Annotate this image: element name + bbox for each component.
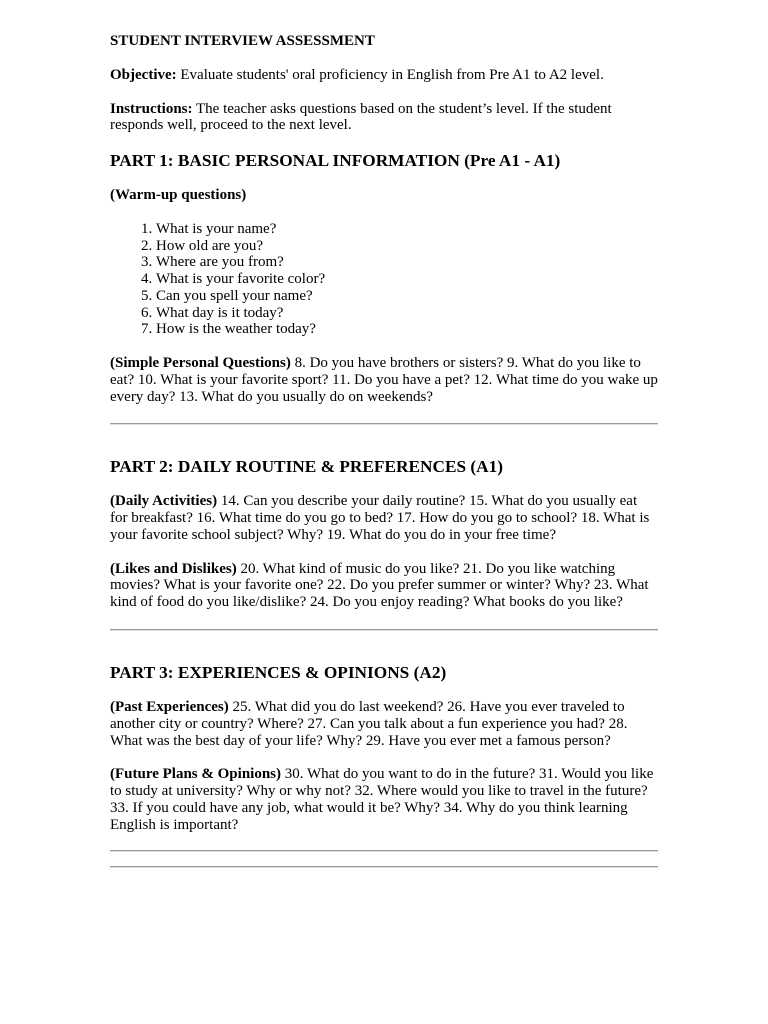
part3-heading: PART 3: EXPERIENCES & OPINIONS (A2)	[110, 663, 447, 683]
future-plans-label: (Future Plans & Opinions)	[110, 766, 281, 783]
instructions-text: The teacher asks questions based on the student’s level. If the student responds well, proceed to the next level.	[110, 100, 612, 134]
part2-heading: PART 2: DAILY ROUTINE & PREFERENCES (A1)	[110, 457, 504, 477]
section-divider	[110, 423, 658, 425]
list-item: 5. Can you spell your name?	[156, 288, 658, 305]
simple-personal-questions	[110, 355, 658, 405]
past-experiences-paragraph	[110, 699, 658, 749]
section-divider	[110, 629, 658, 631]
objective-label: Objective:	[110, 66, 177, 83]
list-item: 7. How is the weather today?	[156, 321, 658, 338]
likes-dislikes-paragraph	[110, 561, 658, 611]
past-experiences-label: (Past Experiences)	[110, 699, 229, 716]
warmup-label: (Warm-up questions)	[110, 187, 247, 204]
objective-paragraph	[110, 67, 658, 84]
section-divider	[110, 866, 658, 868]
simple-questions-text: 8. Do you have brothers or sisters? 9. What do you like to eat? 10. What is your favorite sport? 11. Do you have a pet? 12. What time do you wake up every day? 13. What do you usually do on weekends?	[110, 354, 658, 405]
daily-activities-paragraph	[110, 493, 658, 543]
section-divider	[110, 850, 658, 852]
simple-questions-label: (Simple Personal Questions)	[110, 354, 291, 371]
daily-activities-label: (Daily Activities)	[110, 493, 218, 510]
likes-dislikes-text: 20. What kind of music do you like? 21. Do you like watching movies? What is your favorite one? 22. Do you prefer summer or winter? Why? 23. What kind of food do you like/dislike? 24. Do you enjoy reading? What books do you like?	[110, 560, 649, 611]
daily-activities-text: 14. Can you describe your daily routine? 15. What do you usually eat for breakfast? 16. What time do you go to bed? 17. How do you go to school? 18. What is your favorite school subject? Why? 19. What do you do in your free time?	[110, 493, 650, 543]
future-plans-text: 30. What do you want to do in the future? 31. Would you like to study at university? Why or why not? 32. Where would you like to travel in the future? 33. If you could have any job, what would it be? Why? 34. Why do you think learning English is important?	[110, 766, 654, 833]
list-item: 3. Where are you from?	[156, 254, 658, 271]
instructions-paragraph	[110, 101, 658, 135]
list-item: 1. What is your name?	[156, 221, 658, 238]
future-plans-paragraph	[110, 766, 658, 833]
likes-dislikes-label: (Likes and Dislikes)	[110, 560, 237, 577]
list-item: 6. What day is it today?	[156, 305, 658, 322]
document-title: STUDENT INTERVIEW ASSESSMENT	[110, 33, 375, 49]
warmup-question-list	[110, 221, 658, 338]
past-experiences-text: 25. What did you do last weekend? 26. Have you ever traveled to another city or country? Where? 27. Can you talk about a fun experience you had? 28. What was the best day of your life? Why? 29. Have you ever met a famous person?	[110, 699, 628, 749]
list-item: 2. How old are you?	[156, 238, 658, 255]
objective-text: Evaluate students' oral proficiency in English from Pre A1 to A2 level.	[176, 66, 604, 83]
list-item: 4. What is your favorite color?	[156, 271, 658, 288]
part1-heading: PART 1: BASIC PERSONAL INFORMATION (Pre A1 - A1)	[110, 151, 561, 171]
instructions-label: Instructions:	[110, 100, 193, 117]
document-page	[110, 33, 658, 868]
